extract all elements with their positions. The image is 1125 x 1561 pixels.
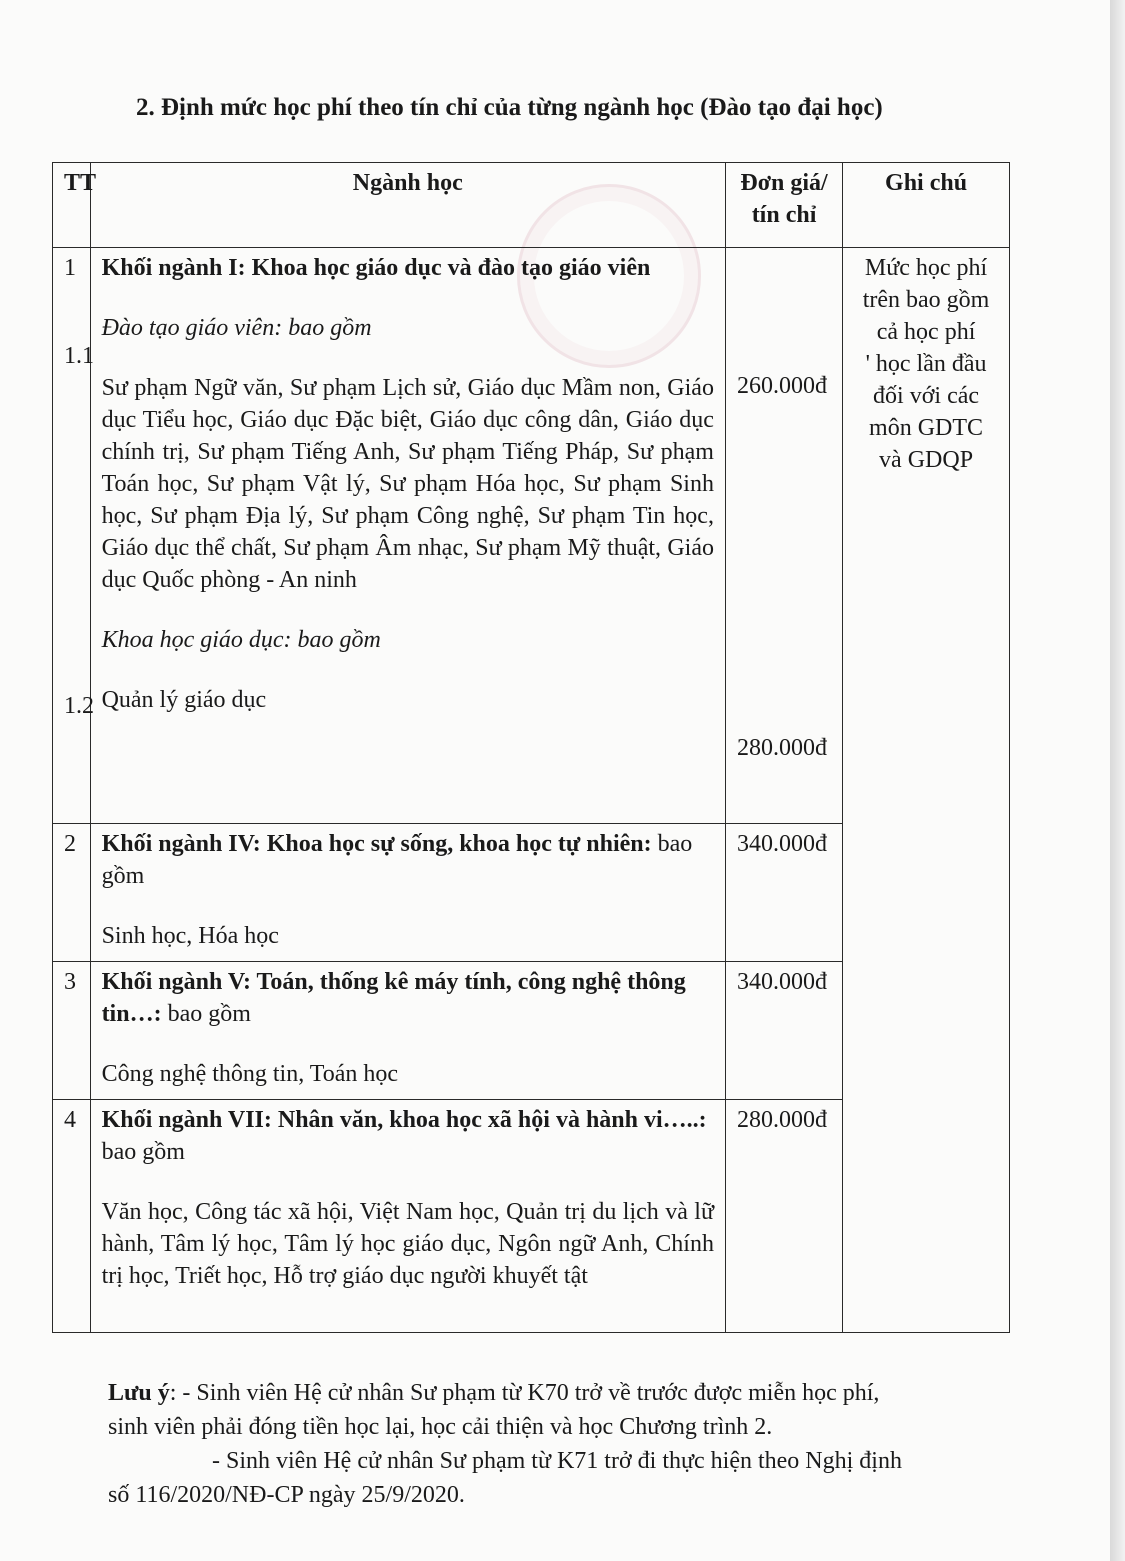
footnote — [108, 1376, 1008, 1512]
row-number: 1.1 — [64, 343, 94, 369]
group-heading-suffix: bao gồm — [101, 831, 693, 889]
section-title: 2. Định mức học phí theo tín chỉ của từng ngành học (Đào tạo đại học) — [136, 94, 883, 121]
note-line: Mức học phí — [864, 255, 988, 281]
major-cell — [90, 962, 725, 1100]
table-row — [53, 248, 1010, 824]
unit-price-cell — [725, 248, 842, 824]
major-list: Quản lý giáo dục — [101, 687, 267, 713]
group-sub-label: Khoa học giáo dục: bao gồm — [101, 627, 381, 653]
note-line: môn GDTC — [869, 415, 984, 441]
unit-price: 340.000đ — [725, 962, 842, 1100]
major-cell — [90, 1100, 725, 1333]
note-line: trên bao gồm — [862, 287, 990, 313]
row-number: 1.2 — [64, 693, 94, 719]
header-tt: TT — [53, 163, 91, 248]
header-note: Ghi chú — [843, 163, 1010, 248]
header-major: Ngành học — [90, 163, 725, 248]
note-line: đối với các — [873, 383, 980, 409]
header-unit-price-line1: Đơn giá/ — [740, 170, 828, 196]
group-heading: Khối ngành I: Khoa học giáo dục và đào tạo giáo viên — [101, 255, 651, 281]
row-number: 2 — [53, 824, 91, 962]
row-number: 4 — [53, 1100, 91, 1333]
major-cell — [90, 824, 725, 962]
footnote-line: sinh viên phải đóng tiền học lại, học cải thiện và học Chương trình 2. — [108, 1414, 773, 1440]
note-line: và GDQP — [879, 447, 974, 473]
footnote-line: : - Sinh viên Hệ cử nhân Sư phạm từ K70 trở về trước được miễn học phí, — [169, 1380, 880, 1406]
note-line: ' học lần đầu — [865, 351, 987, 377]
group-heading-suffix: bao gồm — [161, 1001, 251, 1027]
group-heading: Khối ngành IV: Khoa học sự sống, khoa học tự nhiên: — [101, 831, 652, 857]
header-unit-price-line2: tín chỉ — [751, 202, 817, 228]
group-sub-label: Đào tạo giáo viên: bao gồm — [101, 315, 372, 341]
row-number-cell — [53, 248, 94, 824]
row-number: 3 — [53, 962, 91, 1100]
unit-price: 340.000đ — [725, 824, 842, 962]
major-list: Sinh học, Hóa học — [101, 923, 279, 949]
group-heading: Khối ngành VII: Nhân văn, khoa học xã hội và hành vi…..: — [101, 1107, 707, 1133]
footnote-line: - Sinh viên Hệ cử nhân Sư phạm từ K71 trở đi thực hiện theo Nghị định — [212, 1448, 902, 1474]
note-line: cả học phí — [876, 319, 976, 345]
major-list: Văn học, Công tác xã hội, Việt Nam học, Quản trị du lịch và lữ hành, Tâm lý học, Tâm lý học giáo dục, Ngôn ngữ Anh, Chính trị học, Triết học, Hỗ trợ giáo dục người khuyết tật — [101, 1199, 714, 1289]
major-list: Công nghệ thông tin, Toán học — [101, 1061, 399, 1087]
major-cell — [90, 248, 725, 824]
group-heading: Khối ngành V: Toán, thống kê máy tính, công nghệ thông tin…: — [101, 969, 686, 1027]
note-cell — [843, 248, 1010, 1333]
unit-price: 280.000đ — [736, 735, 827, 761]
footnote-line: số 116/2020/NĐ-CP ngày 25/9/2020. — [108, 1482, 465, 1508]
tuition-fee-table — [52, 162, 1010, 1333]
unit-price: 260.000đ — [736, 373, 827, 399]
header-unit-price — [725, 163, 842, 248]
group-heading-suffix: bao gồm — [101, 1139, 185, 1165]
table-header-row — [53, 163, 1010, 248]
page-edge-shadow — [1110, 0, 1125, 1561]
row-number: 1 — [64, 255, 76, 281]
major-list: Sư phạm Ngữ văn, Sư phạm Lịch sử, Giáo dục Mầm non, Giáo dục Tiểu học, Giáo dục Đặc biệt, Giáo dục công dân, Giáo dục chính trị, Sư phạm Tiếng Anh, Sư phạm Tiếng Pháp, Sư phạm Toán học, Sư phạm Vật lý, Sư phạm Hóa học, Sư phạm Sinh học, Sư phạm Địa lý, Sư phạm Công nghệ, Sư phạm Tin học, Giáo dục thể chất, Sư phạm Âm nhạc, Sư phạm Mỹ thuật, Giáo dục Quốc phòng - An ninh — [101, 375, 714, 593]
unit-price: 280.000đ — [725, 1100, 842, 1333]
footnote-label: Lưu ý — [108, 1380, 170, 1406]
